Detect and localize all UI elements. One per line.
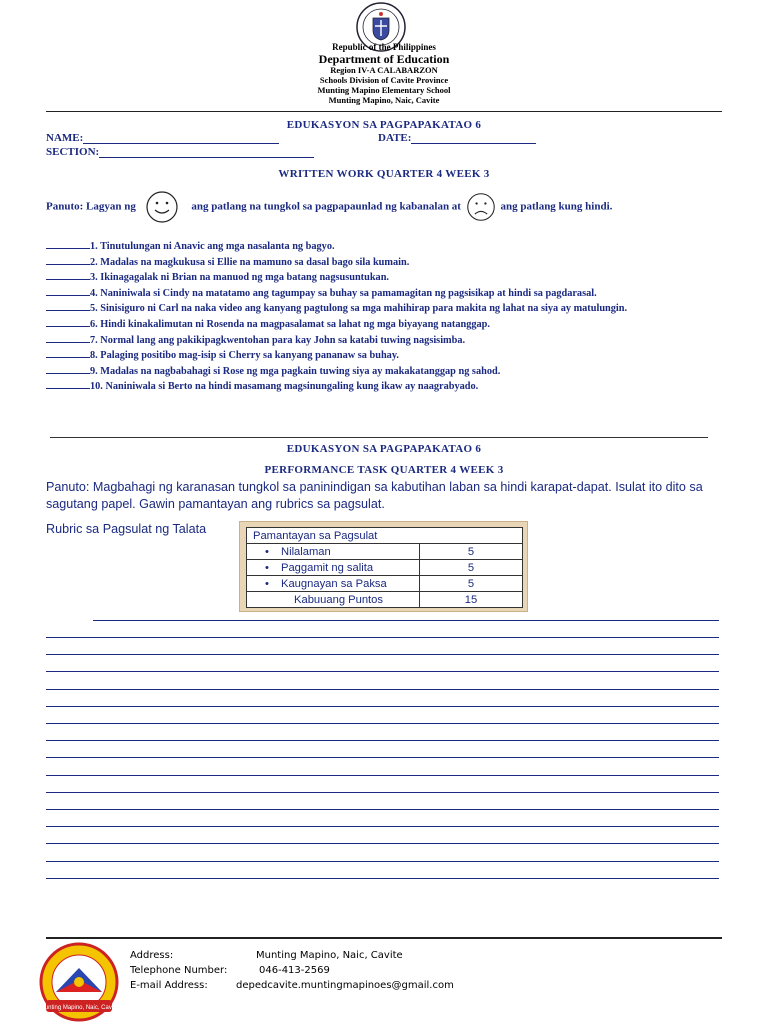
list-item: 7. Normal lang ang pakikipagkwentohan para kay John sa katabi tuwing nagsisimba. bbox=[46, 332, 706, 348]
section-divider bbox=[50, 437, 708, 438]
rubric-score: 5 bbox=[420, 544, 523, 560]
written-instructions bbox=[46, 190, 612, 224]
rubric-criterion: Nilalaman bbox=[281, 545, 331, 558]
writing-line[interactable] bbox=[46, 637, 719, 638]
list-item: 5. Sinisiguro ni Carl na naka video ang kanyang pagtulong sa mga mahihirap para makita ng lahat na siya ay matulungin. bbox=[46, 300, 706, 316]
list-item: 1. Tinutulungan ni Anavic ang mga nasalanta ng bagyo. bbox=[46, 238, 706, 254]
date-label: DATE: bbox=[378, 132, 412, 144]
panuto-part-c: ang patlang kung hindi. bbox=[500, 200, 613, 213]
name-label: NAME: bbox=[46, 132, 84, 144]
answer-blank[interactable] bbox=[46, 363, 90, 374]
writing-line[interactable] bbox=[46, 757, 719, 758]
written-subject: EDUKASYON SA PAGPAPAKATAO 6 bbox=[286, 119, 482, 131]
footer-address-value: Munting Mapino, Naic, Cavite bbox=[256, 950, 403, 961]
answer-blank[interactable] bbox=[46, 238, 90, 249]
performance-title: PERFORMANCE TASK QUARTER 4 WEEK 3 bbox=[264, 464, 504, 476]
footer-phone-label: Telephone Number: bbox=[130, 965, 228, 976]
footer-email-value: depedcavite.muntingmapinoes@gmail.com bbox=[236, 980, 454, 991]
rubric-table bbox=[239, 521, 528, 612]
list-item: 10. Naniniwala si Berto na hindi masamang magsinungaling kung ikaw ay naagrabyado. bbox=[46, 378, 706, 394]
name-field[interactable] bbox=[46, 132, 279, 144]
writing-line[interactable] bbox=[46, 671, 719, 672]
bullet-icon: • bbox=[265, 561, 269, 574]
list-item: 6. Hindi kinakalimutan ni Rosenda na magpasalamat sa lahat ng mga biyayang natanggap. bbox=[46, 316, 706, 332]
answer-blank[interactable] bbox=[46, 347, 90, 358]
footer-divider bbox=[46, 937, 722, 939]
bullet-icon: • bbox=[265, 577, 269, 590]
writing-line[interactable] bbox=[46, 723, 719, 724]
written-title: WRITTEN WORK QUARTER 4 WEEK 3 bbox=[278, 168, 490, 180]
header-details bbox=[0, 65, 768, 105]
list-item: 2. Madalas na magkukusa si Ellie na mamuno sa dasal bago sila kumain. bbox=[46, 254, 706, 270]
writing-line[interactable] bbox=[46, 740, 719, 741]
answer-blank[interactable] bbox=[46, 378, 90, 389]
name-line[interactable] bbox=[83, 143, 279, 144]
rubric-criterion: Kaugnayan sa Paksa bbox=[281, 577, 387, 590]
panuto-part-b: ang patlang na tungkol sa pagpapaunlad ng kabanalan at bbox=[191, 200, 461, 213]
panuto-part-a: Panuto: Lagyan ng bbox=[46, 200, 136, 213]
rubric-total-label: Kabuuang Puntos bbox=[247, 592, 420, 608]
writing-line[interactable] bbox=[46, 775, 719, 776]
writing-line[interactable] bbox=[46, 843, 719, 844]
header-division: Schools Division of Cavite Province bbox=[319, 75, 449, 85]
answer-blank[interactable] bbox=[46, 332, 90, 343]
sad-face-icon bbox=[466, 192, 496, 222]
table-row bbox=[247, 560, 523, 576]
writing-line[interactable] bbox=[46, 826, 719, 827]
footer-address-label: Address: bbox=[130, 950, 174, 961]
writing-line[interactable] bbox=[46, 654, 719, 655]
table-row bbox=[247, 544, 523, 560]
answer-blank[interactable] bbox=[46, 254, 90, 265]
header-address: Munting Mapino, Naic, Cavite bbox=[328, 95, 440, 105]
answer-blank[interactable] bbox=[46, 269, 90, 280]
footer-email-label: E-mail Address: bbox=[130, 980, 208, 991]
answer-blank[interactable] bbox=[46, 300, 90, 311]
performance-instructions: Panuto: Magbahagi ng karanasan tungkol sa paninindigan sa kabutihan laban sa hindi karapat-dapat. Isulat ito dito sa sagutang papel. Gawin pamantayan ang rubrics sa pagsulat. bbox=[46, 480, 703, 511]
written-items-list bbox=[46, 238, 706, 394]
writing-line[interactable] bbox=[93, 620, 719, 621]
writing-line[interactable] bbox=[46, 706, 719, 707]
rubric-label: Rubric sa Pagsulat ng Talata bbox=[46, 522, 207, 536]
performance-subject: EDUKASYON SA PAGPAPAKATAO 6 bbox=[286, 443, 482, 455]
footer-phone-value: 046-413-2569 bbox=[259, 965, 330, 976]
header-school: Munting Mapino Elementary School bbox=[317, 85, 451, 95]
header-region: Region IV-A CALABARZON bbox=[330, 65, 438, 75]
section-line[interactable] bbox=[99, 157, 314, 158]
answer-blank[interactable] bbox=[46, 316, 90, 327]
smiley-face-icon bbox=[145, 190, 179, 224]
writing-line[interactable] bbox=[46, 861, 719, 862]
list-item: 4. Naniniwala si Cindy na matatamo ang tagumpay sa buhay sa pamamagitan ng pagsisikap at hindi sa pagdarasal. bbox=[46, 285, 706, 301]
writing-line[interactable] bbox=[46, 689, 719, 690]
rubric-score: 5 bbox=[420, 576, 523, 592]
bullet-icon: • bbox=[265, 545, 269, 558]
school-logo-icon bbox=[36, 942, 122, 1024]
writing-line[interactable] bbox=[46, 809, 719, 810]
answer-blank[interactable] bbox=[46, 285, 90, 296]
list-item: 8. Palaging positibo mag-isip si Cherry sa kanyang pananaw sa buhay. bbox=[46, 347, 706, 363]
rubric-header: Pamantayan sa Pagsulat bbox=[247, 528, 523, 544]
table-row bbox=[247, 576, 523, 592]
header-country: Republic of the Philippines bbox=[332, 42, 436, 52]
table-row bbox=[247, 592, 523, 608]
rubric-score: 5 bbox=[420, 560, 523, 576]
list-item: 9. Madalas na nagbabahagi si Rose ng mga pagkain tuwing siya ay makakatanggap ng sahod. bbox=[46, 363, 706, 379]
header-divider bbox=[46, 111, 722, 112]
list-item: 3. Ikinagagalak ni Brian na manuod ng mga batang nagsusuntukan. bbox=[46, 269, 706, 285]
date-field[interactable] bbox=[378, 132, 536, 144]
date-line[interactable] bbox=[411, 143, 536, 144]
section-field[interactable] bbox=[46, 146, 314, 158]
logo-text: Munting Mapino, Naic, Cavite bbox=[39, 1005, 119, 1011]
writing-line[interactable] bbox=[46, 792, 719, 793]
rubric-total-value: 15 bbox=[420, 592, 523, 608]
header-department: Department of Education bbox=[318, 52, 450, 66]
rubric-criterion: Paggamit ng salita bbox=[281, 561, 374, 574]
writing-line[interactable] bbox=[46, 878, 719, 879]
section-label: SECTION: bbox=[46, 146, 100, 158]
